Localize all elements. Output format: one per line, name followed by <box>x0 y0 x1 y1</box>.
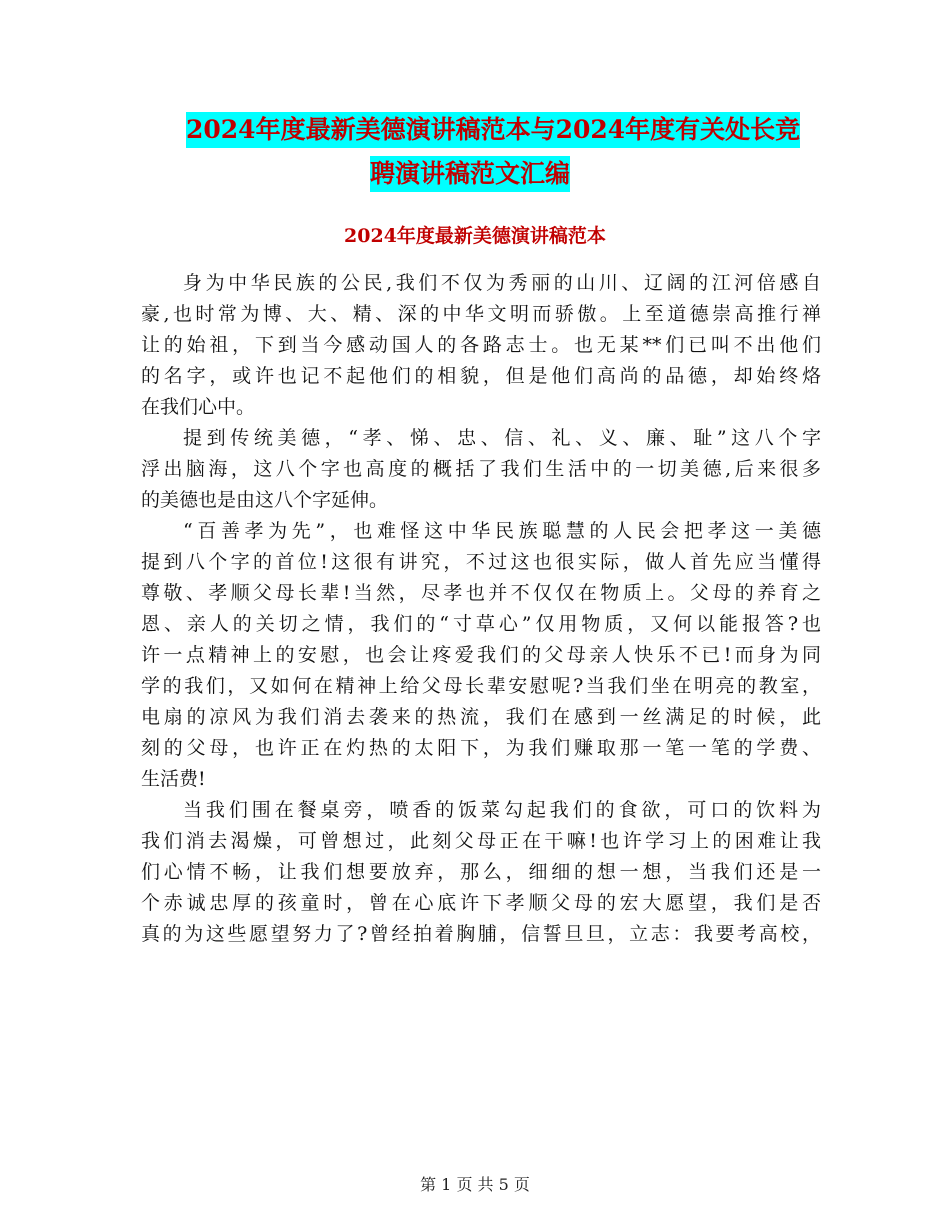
paragraph-line: 提到八个字的首位!这很有讲究，不过这也很实际，做人首先应当懂得 <box>141 551 821 573</box>
paragraph-line: 尊敬、孝顺父母长辈!当然，尽孝也并不仅仅在物质上。父母的养育之 <box>141 582 821 604</box>
paragraph-line: 我们消去渴燥，可曾想过，此刻父母正在干嘛!也许学习上的困难让我 <box>141 830 821 852</box>
paragraph-line: 浮出脑海，这八个字也高度的概括了我们生活中的一切美德,后来很多 <box>141 458 821 480</box>
paragraph-line: 们心情不畅，让我们想要放弃，那么，细细的想一想，当我们还是一 <box>141 861 821 883</box>
paragraph-line: 刻的父母，也许正在灼热的太阳下，为我们赚取那一笔一笔的学费、 <box>141 737 821 759</box>
paragraph-line: 电扇的凉风为我们消去袭来的热流，我们在感到一丝满足的时候，此 <box>141 706 821 728</box>
page-number-footer: 第 1 页 共 5 页 <box>420 1175 530 1194</box>
paragraph-line: 提到传统美德，“孝、悌、忠、信、礼、义、廉、耻”这八个字 <box>183 427 821 449</box>
paragraph-line: 让的始祖，下到当今感动国人的各路志士。也无某**们已叫不出他们 <box>141 334 821 356</box>
section-heading: 2024年度最新美德演讲稿范本 <box>344 225 606 247</box>
paragraph-line: 当我们围在餐桌旁，喷香的饭菜勾起我们的食欲，可口的饮料为 <box>183 799 821 821</box>
paragraph-line: 学的我们，又如何在精神上给父母长辈安慰呢?当我们坐在明亮的教室， <box>141 675 821 697</box>
paragraph-line: “百善孝为先”，也难怪这中华民族聪慧的人民会把孝这一美德 <box>183 520 821 542</box>
document-title-line-2: 聘演讲稿范文汇编 <box>370 156 570 192</box>
paragraph-line: 在我们心中。 <box>141 396 256 418</box>
paragraph-line: 生活费! <box>141 768 206 790</box>
paragraph-line: 真的为这些愿望努力了?曾经拍着胸脯，信誓旦旦，立志：我要考高校， <box>141 923 821 945</box>
paragraph-line: 恩、亲人的关切之情，我们的“寸草心”仅用物质，又何以能报答?也 <box>141 613 821 635</box>
paragraph-line: 许一点精神上的安慰，也会让疼爱我们的父母亲人快乐不已!而身为同 <box>141 644 821 666</box>
paragraph-line: 身为中华民族的公民,我们不仅为秀丽的山川、辽阔的江河倍感自 <box>183 272 821 294</box>
paragraph-line: 个赤诚忠厚的孩童时，曾在心底许下孝顺父母的宏大愿望，我们是否 <box>141 892 821 914</box>
paragraph-line: 的名字，或许也记不起他们的相貌，但是他们高尚的品德，却始终烙 <box>141 365 821 387</box>
paragraph-line: 的美德也是由这八个字延伸。 <box>141 489 389 511</box>
paragraph-line: 豪,也时常为博、大、精、深的中华文明而骄傲。上至道德崇高推行禅 <box>141 303 821 325</box>
document-title-line-1: 2024年度最新美德演讲稿范本与2024年度有关处长竞 <box>186 112 800 148</box>
